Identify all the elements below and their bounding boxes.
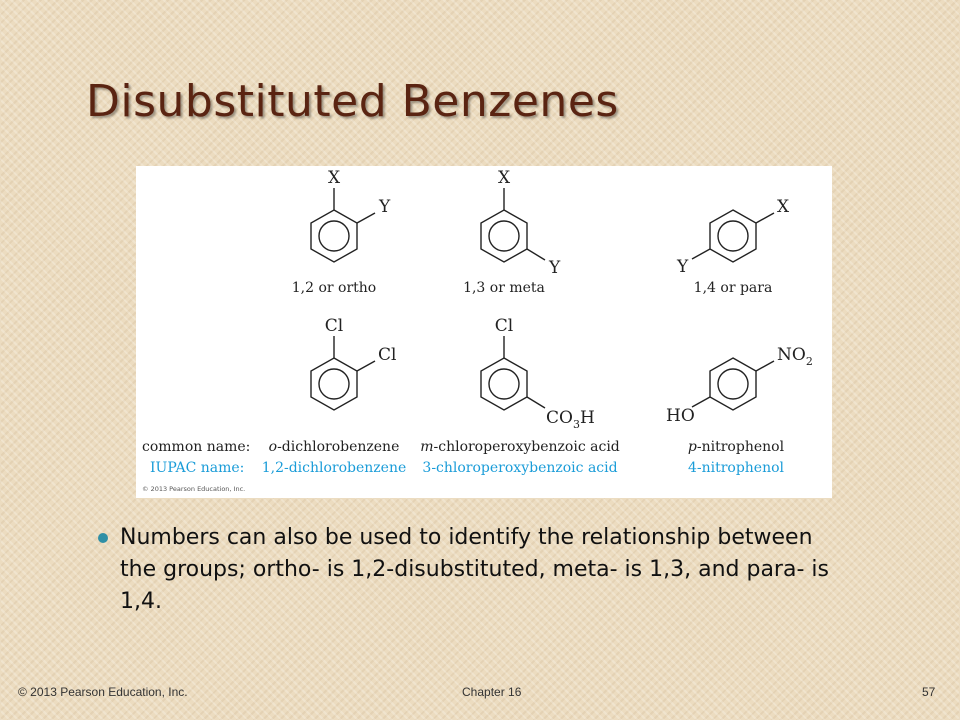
dichloro-top-cl: Cl (324, 316, 344, 336)
no2-no: NO (777, 345, 806, 365)
footer-copyright: © 2013 Pearson Education, Inc. (18, 685, 188, 699)
no2-subscript: 2 (805, 355, 813, 368)
chloroperoxybenzoic-structure (481, 336, 545, 410)
common-meta-prefix: m (420, 439, 434, 455)
slide-title: Disubstituted Benzenes (86, 76, 619, 127)
ortho-caption: 1,2 or ortho (291, 280, 377, 296)
co3h-h: H (579, 408, 595, 428)
common-name-ortho (269, 439, 400, 455)
co3h-subscript: 3 (572, 418, 580, 431)
bullet-text: Numbers can also be used to identify the relationship between the groups; ortho- is 1,2-disubstituted, meta- is 1,3, and para- is 1,4. (120, 525, 829, 614)
footer-page-number: 57 (922, 685, 936, 699)
ortho-y-label: Y (379, 197, 391, 217)
common-para-prefix: p (687, 439, 697, 455)
benzene-figure (136, 166, 832, 498)
common-name-label: common name: (142, 439, 251, 455)
dichlorobenzene-structure (311, 336, 375, 410)
meta-benzene-structure (481, 188, 545, 262)
co3h-label (546, 408, 595, 431)
ortho-benzene-structure (311, 188, 375, 262)
bullet-point (98, 522, 838, 618)
common-ortho-rest: -dichlorobenzene (277, 439, 400, 455)
figure-copyright: © 2013 Pearson Education, Inc. (142, 485, 246, 493)
nitrophenol-structure (692, 358, 774, 410)
iupac-name-para: 4-nitrophenol (687, 460, 785, 476)
common-para-rest: -nitrophenol (696, 439, 785, 455)
no2-label (777, 345, 813, 368)
para-benzene-structure (692, 210, 774, 262)
meta-y-label: Y (549, 258, 561, 278)
dichloro-side-cl: Cl (378, 345, 397, 365)
common-name-para (688, 439, 785, 455)
ortho-x-label: X (327, 168, 341, 188)
meta-x-label: X (497, 168, 511, 188)
iupac-name-ortho: 1,2-dichlorobenzene (261, 460, 407, 476)
meta-caption: 1,3 or meta (463, 280, 545, 296)
co3h-co: CO (546, 408, 573, 428)
para-y-label: Y (677, 257, 689, 277)
common-name-meta (420, 439, 620, 455)
ho-label: HO (666, 406, 695, 426)
bullet-dot-icon (98, 533, 108, 543)
common-ortho-prefix: o (268, 439, 278, 455)
common-meta-rest: -chloroperoxybenzoic acid (433, 439, 620, 455)
para-x-label: X (777, 197, 790, 217)
footer-chapter: Chapter 16 (462, 685, 522, 699)
para-caption: 1,4 or para (693, 280, 773, 296)
iupac-name-label: IUPAC name: (150, 460, 245, 476)
iupac-name-meta: 3-chloroperoxybenzoic acid (422, 460, 618, 476)
chloroperoxy-top-cl: Cl (494, 316, 514, 336)
